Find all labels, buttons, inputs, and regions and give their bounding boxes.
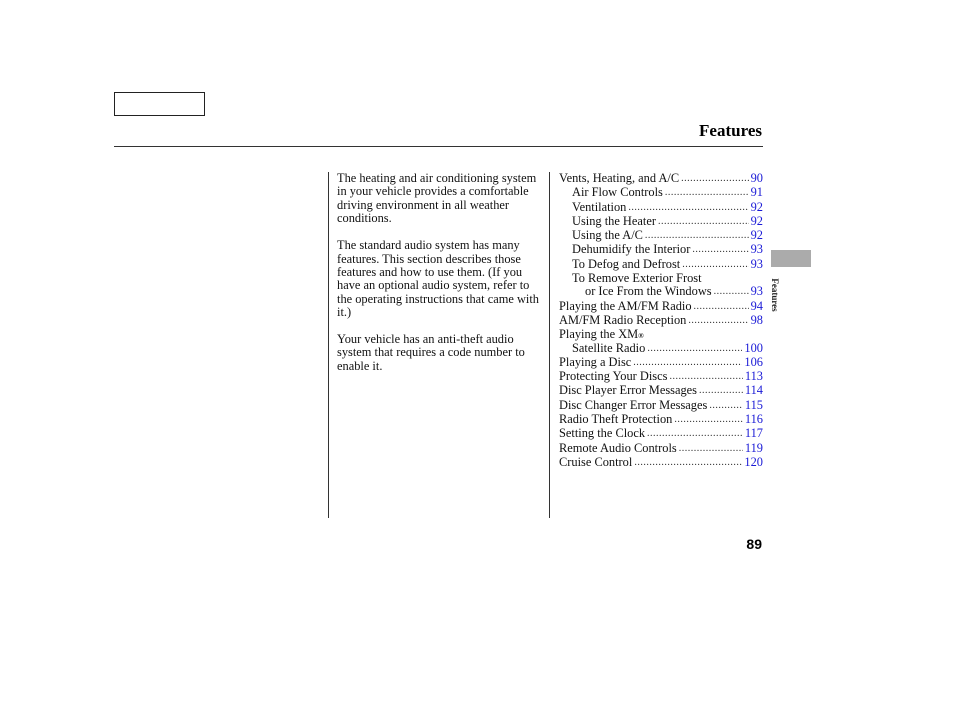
- toc-entry[interactable]: [559, 272, 763, 285]
- toc-page-link[interactable]: 93: [750, 256, 763, 271]
- toc-entry[interactable]: [559, 258, 763, 272]
- toc-leader-dots: [699, 384, 743, 397]
- toc-leader-dots: [628, 201, 748, 214]
- toc-entry[interactable]: [559, 456, 763, 470]
- toc-entry[interactable]: [559, 314, 763, 328]
- toc-page-link[interactable]: 100: [744, 340, 763, 355]
- toc-entry-title: Disc Changer Error Messages: [559, 397, 708, 412]
- toc-leader-dots: [682, 258, 748, 271]
- toc-entry-title: Using the A/C: [572, 228, 643, 243]
- toc-page-link[interactable]: 92: [750, 228, 763, 243]
- toc-entry-title: Radio Theft Protection: [559, 412, 673, 427]
- intro-paragraph: The heating and air conditioning system in your vehicle provides a comfortable driving environment in all weather conditions.: [337, 171, 537, 226]
- toc-page-link[interactable]: 113: [744, 369, 763, 384]
- toc-entry[interactable]: [559, 427, 763, 441]
- toc-entry[interactable]: [559, 215, 763, 229]
- toc-entry-title: AM/FM Radio Reception: [559, 312, 687, 327]
- toc-leader-dots: [647, 342, 742, 355]
- toc-entry-title: Using the Heater: [572, 213, 656, 228]
- toc-leader-dots: [714, 285, 749, 298]
- toc-entry-title: or Ice From the Windows: [585, 284, 712, 299]
- section-tab[interactable]: [771, 250, 811, 267]
- toc-entry[interactable]: [559, 201, 763, 215]
- toc-leader-dots: [665, 186, 749, 199]
- toc-leader-dots: [647, 427, 743, 440]
- title-rule: [114, 146, 763, 147]
- page-title: Features: [699, 121, 762, 140]
- toc-page-link[interactable]: 106: [744, 354, 763, 369]
- toc-entry[interactable]: [559, 384, 763, 398]
- toc-page-link[interactable]: 116: [744, 412, 763, 427]
- toc-entry-title: Remote Audio Controls: [559, 440, 677, 455]
- toc-leader-dots: [692, 243, 748, 256]
- toc-entry[interactable]: [559, 399, 763, 413]
- intro-paragraph: The standard audio system has many features. This section describes those features and how to use them. (If you have an optional audio system, refer to the operating instructions that came with it.): [337, 238, 539, 320]
- toc-entry[interactable]: [559, 243, 763, 257]
- toc-page-link[interactable]: 91: [750, 185, 763, 200]
- toc-page-link[interactable]: 120: [744, 454, 763, 469]
- toc-leader-dots: [694, 300, 749, 313]
- toc-entry-title: Ventilation: [572, 199, 627, 214]
- toc-entry[interactable]: [559, 342, 763, 356]
- toc-entry-title: Cruise Control: [559, 454, 633, 469]
- middle-column-rule: [549, 172, 550, 518]
- toc-entry-title: Disc Player Error Messages: [559, 383, 697, 398]
- toc-entry[interactable]: [559, 186, 763, 200]
- toc-leader-dots: [681, 172, 749, 185]
- toc-entry[interactable]: Playing the XM ®: [559, 327, 644, 342]
- toc-entry[interactable]: [559, 413, 763, 427]
- toc-page-link[interactable]: 114: [744, 383, 763, 398]
- toc-entry[interactable]: [559, 356, 763, 370]
- toc-entry-title: Playing the XM: [559, 327, 639, 342]
- toc-page-link[interactable]: 93: [750, 242, 763, 257]
- toc-leader-dots: [688, 314, 748, 327]
- intro-text: [337, 172, 542, 387]
- toc-leader-dots: [709, 399, 743, 412]
- toc-entry-title: Protecting Your Discs: [559, 369, 668, 384]
- toc-entry-title: Playing a Disc: [559, 354, 632, 369]
- toc-page-link[interactable]: 92: [750, 213, 763, 228]
- toc-entry-title: Satellite Radio: [572, 340, 646, 355]
- toc-entry[interactable]: [559, 285, 763, 299]
- section-tab-label-text: Features: [770, 278, 780, 312]
- toc-page-link[interactable]: 94: [750, 298, 763, 313]
- toc-entry-title: Dehumidify the Interior: [572, 242, 691, 257]
- toc-leader-dots: [669, 370, 742, 383]
- toc-entry-title: Playing the AM/FM Radio: [559, 298, 692, 313]
- table-of-contents: [559, 172, 763, 470]
- header-box: [114, 92, 205, 116]
- toc-entry-title: Setting the Clock: [559, 426, 646, 441]
- toc-entry-title: To Remove Exterior Frost: [572, 271, 702, 286]
- toc-entry[interactable]: [559, 300, 763, 314]
- toc-leader-dots: [634, 456, 742, 469]
- toc-page-link[interactable]: 119: [744, 440, 763, 455]
- toc-entry[interactable]: [559, 229, 763, 243]
- toc-entry[interactable]: [559, 172, 763, 186]
- toc-page-link[interactable]: 117: [744, 426, 763, 441]
- toc-page-link[interactable]: 98: [750, 312, 763, 327]
- toc-leader-dots: [658, 215, 749, 228]
- toc-entry[interactable]: [559, 370, 763, 384]
- toc-entry-title: Air Flow Controls: [572, 185, 663, 200]
- toc-leader-dots: [674, 413, 743, 426]
- left-column-rule: [328, 172, 329, 518]
- intro-paragraph: Your vehicle has an anti-theft audio system that requires a code number to enable it.: [337, 332, 525, 373]
- toc-page-link[interactable]: 115: [744, 397, 763, 412]
- page-number: 89: [746, 536, 762, 552]
- toc-leader-dots: [645, 229, 749, 242]
- toc-page-link[interactable]: 90: [750, 171, 763, 185]
- toc-page-link[interactable]: 92: [750, 199, 763, 214]
- toc-entry[interactable]: [559, 442, 763, 456]
- toc-entry-title: To Defog and Defrost: [572, 256, 681, 271]
- toc-page-link[interactable]: 93: [750, 284, 763, 299]
- toc-leader-dots: [633, 356, 742, 369]
- toc-leader-dots: [679, 442, 743, 455]
- toc-entry-title: Vents, Heating, and A/C: [559, 171, 680, 185]
